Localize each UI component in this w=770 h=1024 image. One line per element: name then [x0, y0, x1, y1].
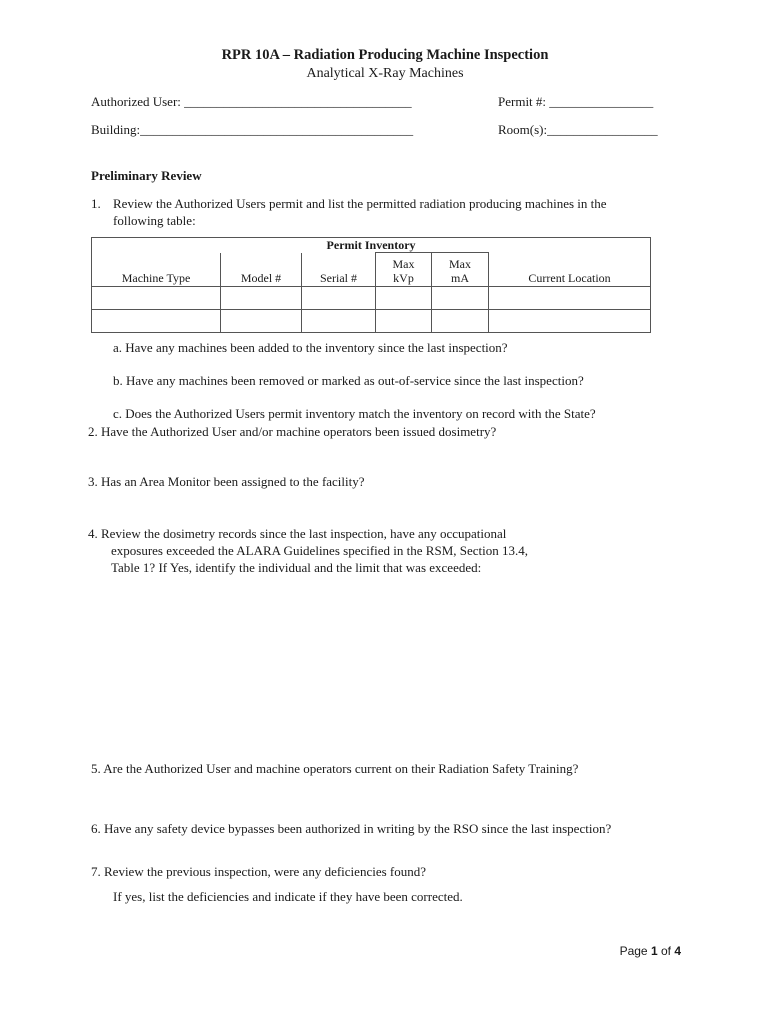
question-4-line-3: Table 1? If Yes, identify the individual and the limit that was exceeded: [111, 560, 482, 575]
question-4-line-1: 4. Review the dosimetry records since the last inspection, have any occupational [88, 526, 507, 541]
page-number [620, 944, 681, 958]
permit-inventory-table [91, 237, 651, 333]
table-caption: Permit Inventory [92, 238, 651, 253]
authorized-user-field[interactable]: Authorized User: ___________________________________ [91, 94, 412, 109]
col-serial: Serial # [302, 253, 376, 287]
col-model: Model # [221, 253, 302, 287]
col-max-kvp [376, 253, 432, 287]
table-cell[interactable] [302, 287, 376, 310]
question-1-line-2: following table: [113, 213, 196, 228]
col-machine-type: Machine Type [92, 253, 221, 287]
table-cell[interactable] [489, 287, 651, 310]
col-max-ma-line-1: Max [449, 257, 471, 271]
col-max-kvp-line-1: Max [392, 257, 415, 271]
table-cell[interactable] [221, 310, 302, 333]
table-row [92, 287, 651, 310]
question-3: 3. Has an Area Monitor been assigned to the facility? [88, 474, 365, 489]
table-cell[interactable] [376, 310, 432, 333]
question-1b: b. Have any machines been removed or marked as out-of-service since the last inspection? [113, 373, 584, 388]
page-current: 1 [650, 944, 658, 958]
page-total: 4 [674, 944, 681, 958]
table-cell[interactable] [92, 287, 221, 310]
table-cell[interactable] [432, 310, 489, 333]
table-cell[interactable] [221, 287, 302, 310]
table-cell[interactable] [376, 287, 432, 310]
page-of: of [657, 944, 675, 958]
question-1c: c. Does the Authorized Users permit inventory match the inventory on record with the State? [113, 406, 596, 421]
document-subtitle: Analytical X-Ray Machines [306, 66, 464, 81]
table-cell[interactable] [302, 310, 376, 333]
col-max-kvp-line-2: kVp [393, 271, 414, 285]
table-cell[interactable] [92, 310, 221, 333]
col-max-ma-line-2: mA [451, 271, 469, 285]
section-title: Preliminary Review [91, 168, 202, 183]
table-cell[interactable] [489, 310, 651, 333]
question-5: 5. Are the Authorized User and machine operators current on their Radiation Safety Training? [91, 761, 579, 776]
question-1a: a. Have any machines been added to the inventory since the last inspection? [113, 340, 508, 355]
question-1-number: 1. [91, 196, 101, 211]
question-6: 6. Have any safety device bypasses been authorized in writing by the RSO since the last inspection? [91, 821, 612, 836]
document-title: RPR 10A – Radiation Producing Machine Inspection [221, 47, 549, 63]
question-2: 2. Have the Authorized User and/or machine operators been issued dosimetry? [88, 424, 497, 439]
permit-number-field[interactable]: Permit #: ________________ [498, 94, 654, 109]
building-field[interactable]: Building:__________________________________________ [91, 122, 414, 137]
col-max-ma [432, 253, 489, 287]
question-7-line-2: If yes, list the deficiencies and indicate if they have been corrected. [113, 889, 463, 904]
table-cell[interactable] [432, 287, 489, 310]
question-4-line-2: exposures exceeded the ALARA Guidelines specified in the RSM, Section 13.4, [111, 543, 529, 558]
table-row [92, 310, 651, 333]
col-current-location: Current Location [489, 253, 651, 287]
page-prefix: Page [619, 944, 651, 958]
question-1-line-1: Review the Authorized Users permit and list the permitted radiation producing machines in the [113, 196, 607, 211]
rooms-field[interactable]: Room(s):_________________ [498, 122, 658, 137]
question-7-line-1: 7. Review the previous inspection, were any deficiencies found? [91, 864, 426, 879]
